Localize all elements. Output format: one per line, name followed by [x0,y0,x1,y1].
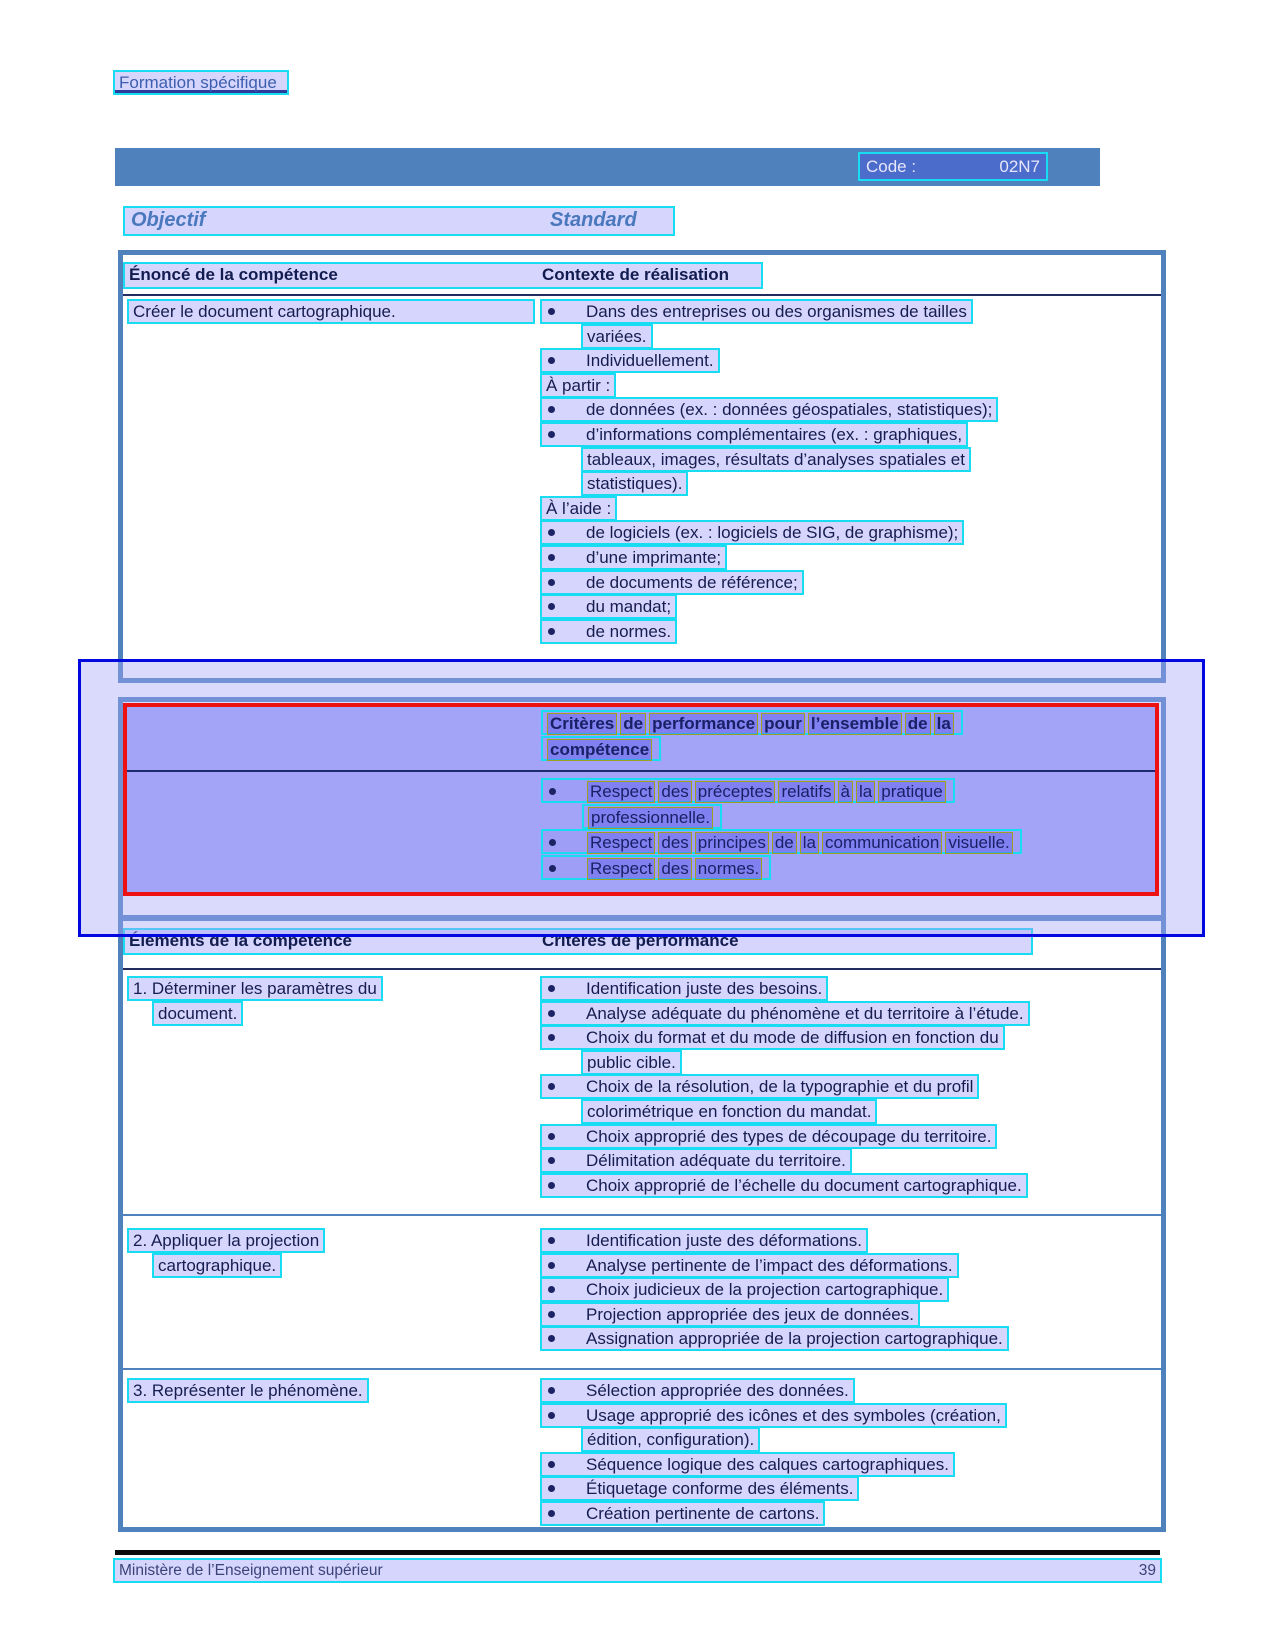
bullet-icon [548,431,555,438]
text-line-highlight: Projection appropriée des jeux de données. [540,1302,1009,1327]
bullet-icon [548,1237,555,1244]
word-highlight: de [905,713,931,735]
text-line-highlight: colorimétrique en fonction du mandat. [581,1099,1030,1124]
table3-header-left: Éléments de la compétence [129,931,352,950]
text-line-highlight: variées. [581,324,998,349]
word-highlight: préceptes [695,781,776,803]
table3-header-separator [123,968,1161,970]
formation-label: Formation spécifique [119,73,277,92]
text-line-highlight: Identification juste des déformations. [540,1228,1009,1253]
word-highlight: des [658,858,691,880]
bullet-icon [549,839,556,846]
text-line-highlight: Identification juste des besoins. [540,976,1030,1001]
bullet-icon [548,1083,555,1090]
bullet-icon [549,788,556,795]
bullet-icon [548,357,555,364]
section-heading [123,206,675,236]
text-line-highlight [541,710,963,736]
bullet-icon [548,406,555,413]
bullet-icon [548,1510,555,1517]
page-number: 39 [1138,1561,1156,1579]
text-line-highlight: d’informations complémentaires (ex. : graphiques, [540,422,998,447]
text-line-highlight: Analyse adéquate du phénomène et du territoire à l’étude. [540,1001,1030,1026]
word-highlight: à [838,781,853,803]
bullet-icon [548,1133,555,1140]
word-highlight: Respect [587,781,655,803]
competence-statement-cell [127,299,535,324]
word-highlight: professionnelle. [588,807,713,829]
word-highlight: des [658,832,691,854]
table3-header-right: Critères de performance [542,931,739,950]
word-highlight: performance [649,713,758,735]
formation-specifique-header [113,70,289,95]
text-line-highlight: Choix de la résolution, de la typographie et du profil [540,1074,1030,1099]
elements-criteria-table [118,916,1166,1532]
text-line-highlight [541,778,1022,804]
text-line-highlight: 2. Appliquer la projection [127,1228,535,1253]
text-line-highlight: À partir : [540,373,998,398]
text-line-highlight: d’une imprimante; [540,545,998,570]
criteria-3-cell [540,1378,1007,1526]
text-line-highlight: de logiciels (ex. : logiciels de SIG, de graphisme); [540,520,998,545]
text-line-highlight: 3. Représenter le phénomène. [127,1378,535,1403]
element-2-cell [127,1228,535,1277]
bullet-icon [548,1412,555,1419]
word-highlight: la [934,713,954,735]
word-highlight: pratique [878,781,945,803]
word-highlight: de [772,832,797,854]
word-highlight: visuelle. [945,832,1012,854]
word-highlight: compétence [547,739,652,761]
text-line-highlight [582,804,1022,830]
bullet-icon [548,985,555,992]
text-line-highlight: de normes. [540,619,998,644]
text-line-highlight: Étiquetage conforme des éléments. [540,1476,1007,1501]
text-line-highlight: de données (ex. : données géospatiales, statistiques); [540,397,998,422]
text-line-highlight: document. [152,1001,535,1026]
word-highlight: normes. [695,858,762,880]
text-line-highlight: Créer le document cartographique. [127,299,535,324]
word-highlight: de [620,713,646,735]
red-annotation-box [123,703,1159,896]
global-criteria-body-cell [541,778,1022,880]
text-line-highlight: du mandat; [540,594,998,619]
footer-organization: Ministère de l’Enseignement supérieur [119,1561,383,1579]
bullet-icon [549,865,556,872]
bullet-icon [548,603,555,610]
text-line-highlight: statistiques). [581,471,998,496]
text-line-highlight: Individuellement. [540,348,998,373]
code-label: Code : [866,156,917,176]
bullet-icon [548,1034,555,1041]
bullet-icon [548,1485,555,1492]
word-highlight: Respect [587,858,655,880]
context-cell [540,299,998,643]
bullet-icon [548,1387,555,1394]
bullet-icon [548,1262,555,1269]
code-value: 02N7 [999,156,1040,176]
table1-header-row [123,262,763,289]
text-line-highlight [541,855,1022,881]
table1-header-separator [123,294,1161,296]
table3-row-separator-2 [123,1368,1161,1370]
code-highlight-box [858,152,1048,181]
word-highlight: pour [761,713,805,735]
bullet-icon [548,579,555,586]
table3-row-separator-1 [123,1214,1161,1216]
word-highlight: relatifs [778,781,834,803]
text-line-highlight: 1. Déterminer les paramètres du [127,976,535,1001]
text-line-highlight: Création pertinente de cartons. [540,1501,1007,1526]
bullet-icon [548,1286,555,1293]
footer-rule [115,1550,1160,1555]
word-highlight: la [856,781,875,803]
word-highlight: des [658,781,691,803]
standard-heading: Standard [550,209,637,231]
criteria-1-cell [540,976,1030,1197]
table2-header-separator [127,770,1155,772]
text-line-highlight: Analyse pertinente de l’impact des déformations. [540,1253,1009,1278]
bullet-icon [548,308,555,315]
word-highlight: Respect [587,832,655,854]
element-1-cell [127,976,535,1025]
text-line-highlight: Choix approprié de l’échelle du document cartographique. [540,1173,1030,1198]
title-bar [115,148,1100,186]
text-line-highlight: Assignation appropriée de la projection cartographique. [540,1326,1009,1351]
competence-context-table [118,250,1166,683]
bullet-icon [548,1182,555,1189]
text-line-highlight: Choix approprié des types de découpage du territoire. [540,1124,1030,1149]
table1-header-left: Énoncé de la compétence [129,265,338,284]
text-line-highlight: Sélection appropriée des données. [540,1378,1007,1403]
text-line-highlight [541,829,1022,855]
text-line-highlight: Délimitation adéquate du territoire. [540,1148,1030,1173]
text-line-highlight: À l’aide : [540,496,998,521]
text-line-highlight [541,736,963,762]
text-line-highlight: de documents de référence; [540,570,998,595]
text-line-highlight: édition, configuration). [581,1427,1007,1452]
bullet-icon [548,529,555,536]
table3-header-row [123,928,1033,955]
bullet-icon [548,628,555,635]
text-line-highlight: Usage approprié des icônes et des symboles (création, [540,1403,1007,1428]
text-line-highlight: Choix judicieux de la projection cartographique. [540,1277,1009,1302]
text-line-highlight: Choix du format et du mode de diffusion en fonction du [540,1025,1030,1050]
element-3-cell [127,1378,535,1403]
text-line-highlight: Dans des entreprises ou des organismes de tailles [540,299,998,324]
word-highlight: la [800,832,819,854]
objectif-heading: Objectif [131,209,206,231]
bullet-icon [548,1311,555,1318]
table1-header-right: Contexte de réalisation [542,265,730,284]
text-line-highlight: tableaux, images, résultats d’analyses spatiales et [581,447,998,472]
bullet-icon [548,1157,555,1164]
criteria-2-cell [540,1228,1009,1351]
bullet-icon [548,1335,555,1342]
page-footer [113,1558,1162,1583]
bullet-icon [548,1461,555,1468]
bullet-icon [548,554,555,561]
word-highlight: communication [822,832,942,854]
word-highlight: Critères [547,713,617,735]
word-highlight: l’ensemble [808,713,902,735]
global-criteria-header-cell [541,710,963,761]
text-line-highlight: public cible. [581,1050,1030,1075]
word-highlight: principes [695,832,769,854]
global-criteria-table [118,697,1166,920]
text-line-highlight: cartographique. [152,1253,535,1278]
text-line-highlight: Séquence logique des calques cartographiques. [540,1452,1007,1477]
bullet-icon [548,1010,555,1017]
